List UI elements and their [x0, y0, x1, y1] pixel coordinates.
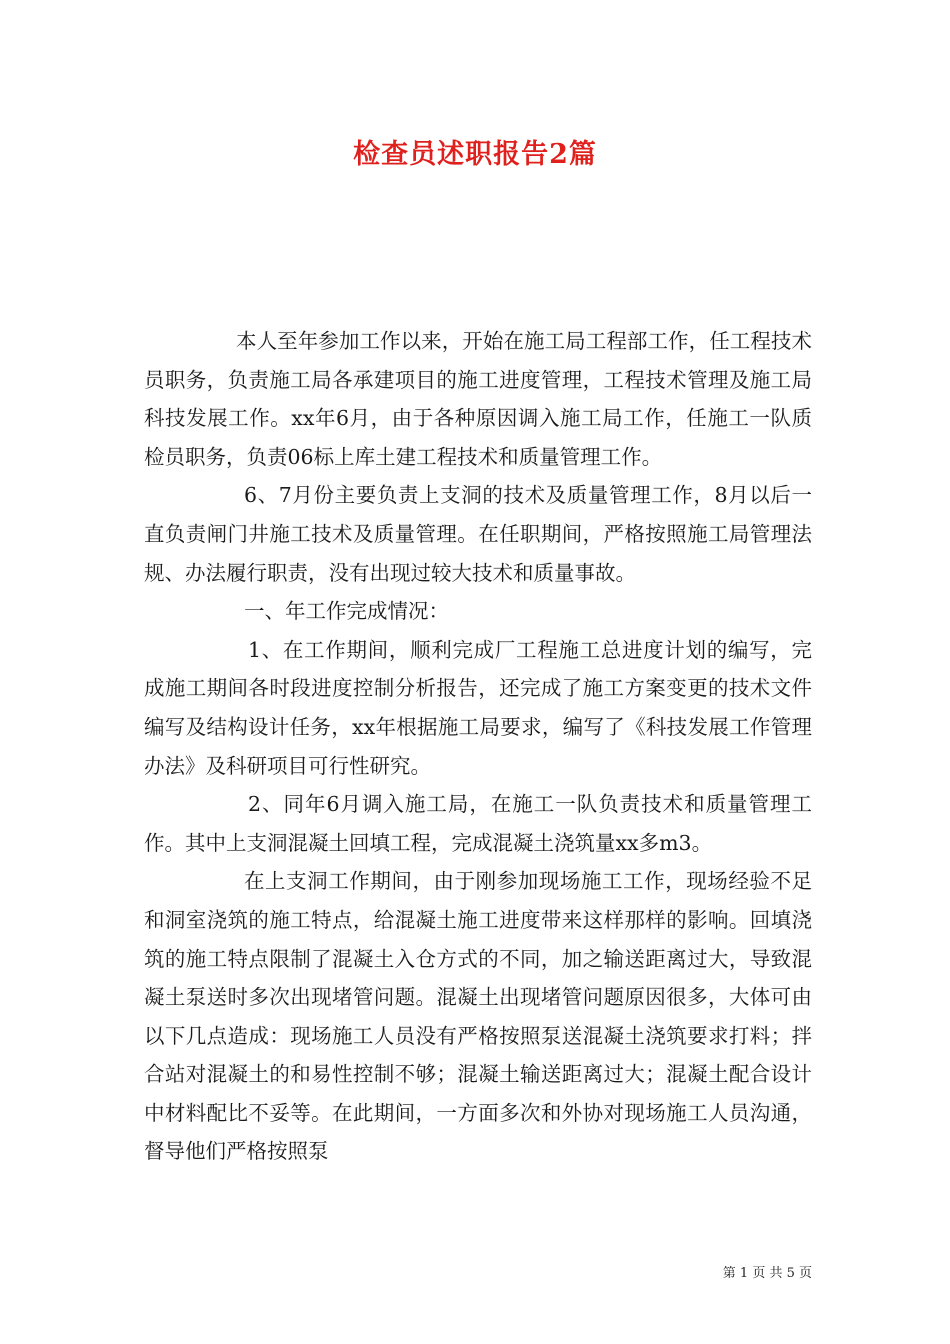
page-number-footer: 第 1 页 共 5 页 — [722, 1266, 812, 1281]
paragraph-3: 1、在工作期间，顺利完成厂工程施工总进度计划的编写，完成施工期间各时段进度控制分析报告，还完成了施工方案变更的技术文件编写及结构设计任务，xx年根据施工局要求，编写了《科技发展工作管理办法》及科研项目可行性研究。 — [144, 637, 812, 778]
paragraph-1: 本人至年参加工作以来，开始在施工局工程部工作，任工程技术员职务，负责施工局各承建项目的施工进度管理，工程技术管理及施工局科技发展工作。xx年6月，由于各种原因调入施工局工作，任施工一队质检员职务，负责06标上库土建工程技术和质量管理工作。 — [144, 329, 812, 469]
paragraph-2: 6、7月份主要负责上支洞的技术及质量管理工作，8月以后一直负责闸门井施工技术及质量管理。在任职期间，严格按照施工局管理法规、办法履行职责，没有出现过较大技术和质量事故。 — [144, 483, 812, 585]
document-body — [144, 322, 812, 1171]
paragraph-4: 2、同年6月调入施工局，在施工一队负责技术和质量管理工作。其中上支洞混凝土回填工程，完成混凝土浇筑量xx多m3。 — [144, 792, 812, 855]
paragraph-5: 在上支洞工作期间，由于刚参加现场施工工作，现场经验不足和洞室浇筑的施工特点，给混凝土施工进度带来这样那样的影响。回填浇筑的施工特点限制了混凝土入仓方式的不同，加之输送距离过大，导致混凝土泵送时多次出现堵管问题。混凝土出现堵管问题原因很多，大体可由以下几点造成：现场施工人员没有严格按照泵送混凝土浇筑要求打料；拌合站对混凝土的和易性控制不够；混凝土输送距离过大；混凝土配合设计中材料配比不妥等。在此期间，一方面多次和外协对现场施工人员沟通，督导他们严格按照泵 — [144, 869, 812, 1164]
document-title: 检查员述职报告2篇 — [353, 139, 597, 170]
section-heading: 一、年工作完成情况： — [244, 599, 449, 624]
